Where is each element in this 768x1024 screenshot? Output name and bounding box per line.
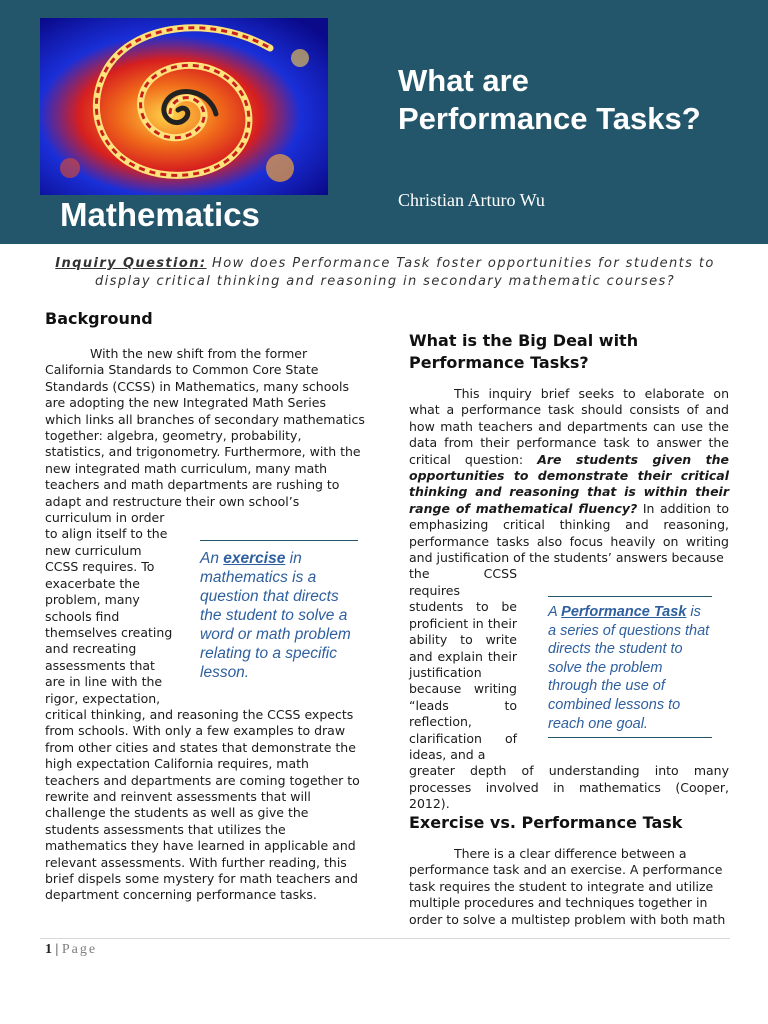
page-number: 1 — [45, 942, 52, 957]
big-deal-paragraph-1 — [409, 386, 729, 566]
critical-question: Are students given the opportunities to demonstrate their critical thinking and reasoning that is within their range of mathematical fluency? — [409, 451, 729, 516]
page-label: Page — [61, 942, 98, 957]
fractal-spiral-graphic — [40, 18, 328, 195]
background-paragraph-part1: With the new shift from the former California Standards to Common Core State Standards (CCSS) in Mathematics, many schools are adopting the new Integrated Math Series which links all branches of secondary mathematics together: algebra, geometry, probability, statistics, and trigonometry. Furthermore, with the new integrated math curriculum, many math teachers and math departments are rushing to adapt and restructure their own school’s curriculum in order — [45, 346, 365, 526]
task-callout-prefix: A — [548, 604, 562, 620]
exercise-definition-callout — [200, 540, 358, 682]
big-deal-p1-end: In addition to emphasizing critical thinking and reasoning, performance tasks also focus heavily on writing and justification of the students’ answers because — [409, 500, 729, 566]
page-footer — [45, 942, 97, 958]
exercise-callout-prefix: An — [200, 550, 224, 567]
big-deal-section — [409, 330, 729, 813]
inquiry-question — [40, 255, 730, 291]
big-deal-paragraph-3: greater depth of understanding into many processes involved in mathematics (Cooper, 2012). — [409, 763, 729, 812]
inquiry-label: Inquiry Question: — [55, 256, 207, 271]
header-banner — [0, 0, 768, 244]
inquiry-text: How does Performance Task foster opportunities for students to display critical thinking and reasoning in secondary mathematic courses? — [94, 256, 715, 289]
big-deal-paragraph-2: the CCSS requires students to be proficient in their ability to write and explain their justification because writing “leads to reflection, clarification of ideas, and a — [409, 566, 517, 762]
title-line-2: Performance Tasks? — [398, 101, 701, 136]
author-name: Christian Arturo Wu — [398, 190, 545, 210]
performance-task-definition-callout — [548, 596, 712, 738]
background-paragraph-part2: to align itself to the new curriculum CCSS requires. To exacerbate the problem, many schools find themselves creating and recreating assessments that are in line with the rigor, expectation, — [45, 526, 173, 706]
exercise-term: exercise — [223, 550, 286, 567]
exercise-vs-task-paragraph: There is a clear difference between a performance task and an exercise. A performance task requires the student to integrate and utilize multiple procedures and techniques together in order to solve a multistep problem with both math — [409, 846, 726, 927]
big-deal-heading: What is the Big Deal with Performance Tasks? — [409, 331, 639, 372]
page-title — [398, 62, 758, 138]
footer-divider — [40, 938, 730, 939]
exercise-vs-task-heading: Exercise vs. Performance Task — [409, 813, 683, 832]
subject-title: Mathematics — [60, 196, 260, 233]
footer-separator: | — [52, 942, 62, 957]
exercise-vs-task-section — [409, 846, 729, 928]
exercise-callout-text: in mathematics is a question that directs the student to solve a word or math problem relating to a specific lesson. — [200, 550, 351, 681]
performance-task-term: Performance Task — [561, 604, 687, 620]
task-callout-text: is a series of questions that directs the student to solve the problem through the use of combined lessons to reach one goal. — [548, 604, 710, 732]
background-heading: Background — [45, 309, 153, 328]
background-paragraph-part3: critical thinking, and reasoning the CCSS expects from schools. With only a few examples to draw from other cities and states that demonstrate the high expectation California requires, math teachers and departments are coming together to rewrite and reinvent assessments that will challenge the students as well as give the students assessments that utilizes the mathematics they have learned in applicable and relevant assessments. With further reading, this brief dispels some mystery for math teachers and department concerning performance tasks. — [45, 706, 360, 903]
title-line-1: What are — [398, 63, 529, 98]
big-deal-p1-start: This inquiry brief seeks to elaborate on what a performance task should consists of and how math teachers and departments can use the data from their performance task to answer the critical question: — [409, 386, 729, 467]
fractal-spiral-image — [40, 18, 328, 195]
